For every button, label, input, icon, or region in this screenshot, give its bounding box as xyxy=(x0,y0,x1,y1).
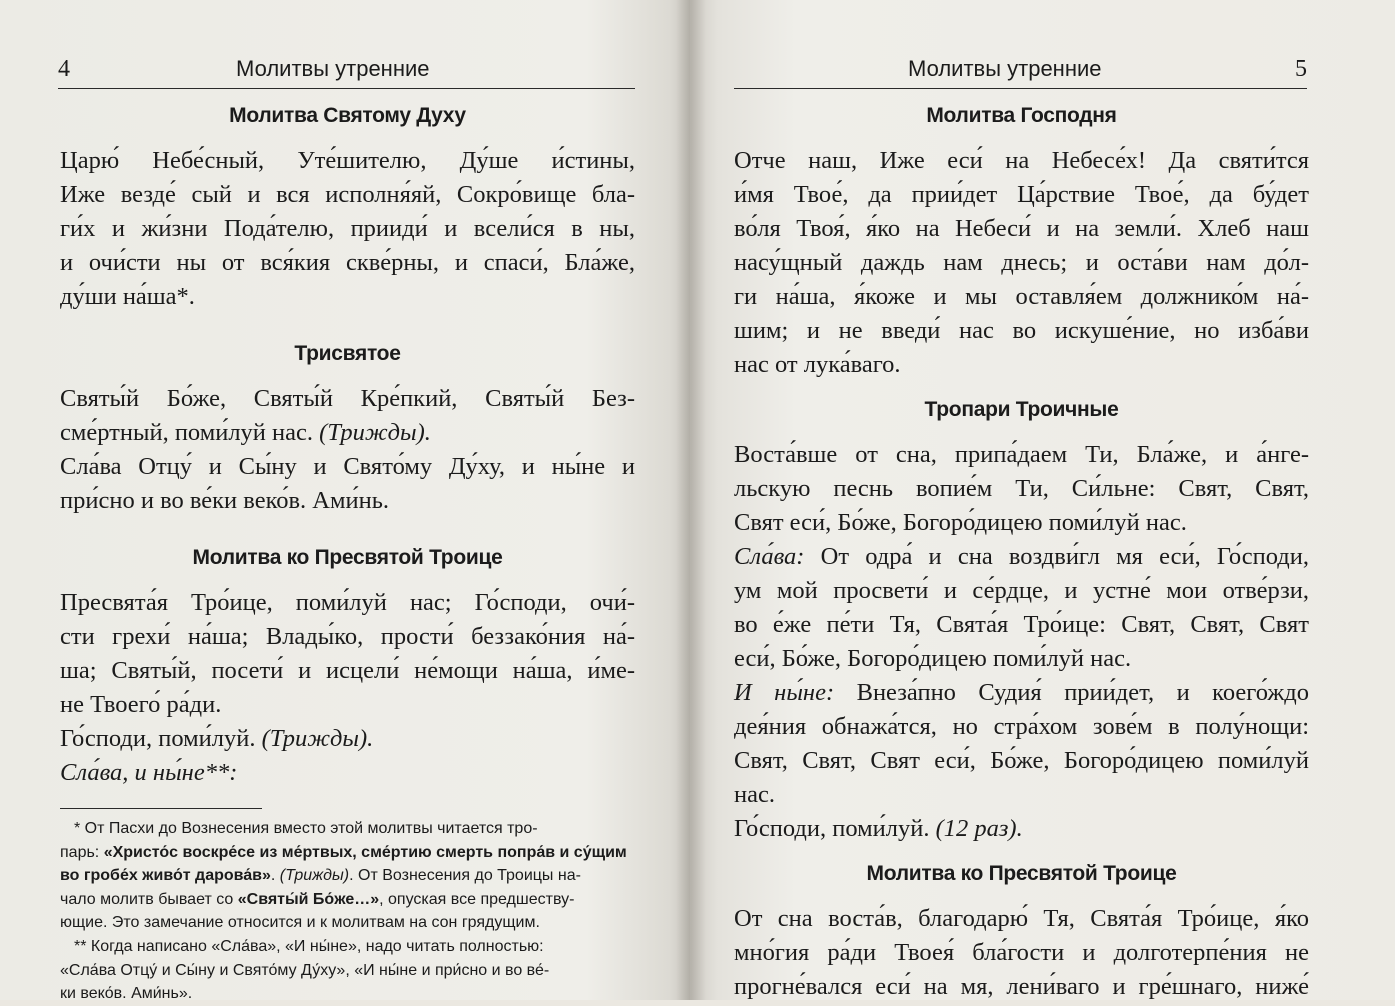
prayer-paragraph xyxy=(734,144,1309,382)
text-line: сти грехи́ на́ша; Влады́ко, прости́ беззако́ния на́- xyxy=(60,623,635,650)
footnote-line: чало молитв бывает со «Святы́й Бо́же…», опуская все предшеству- xyxy=(60,890,575,908)
prayer-paragraph xyxy=(60,586,635,722)
text-line: Царю́ Небе́сный, Уте́шителю, Ду́ше и́стины, xyxy=(60,147,635,174)
prayer-paragraph xyxy=(60,382,635,450)
right-page-header xyxy=(734,52,1307,89)
running-header: Молитвы утренние xyxy=(908,56,1102,81)
text-line: еси́, Бо́же, Богоро́дицею поми́луй нас. xyxy=(734,645,1132,672)
text-line: мно́гия ра́ди Твоея́ бла́гости и долготерпе́ния не xyxy=(734,939,1309,966)
text-line: ги́х и жи́зни Пода́телю, прииди́ и всели́ся в ны, xyxy=(60,215,635,242)
section-heading: Трисвятое xyxy=(294,342,401,365)
text-line: ша; Святы́й, посети́ и исцели́ не́мощи на́ша, и́ме- xyxy=(60,657,635,684)
text-line: Го́споди, поми́луй. (12 раз). xyxy=(734,815,1023,842)
footnote-line: парь: «Христо́с воскре́се из ме́ртвых, сме́ртию смерть попра́в и су́щим xyxy=(60,843,627,861)
text-line: и́мя Твое́, да прии́дет Ца́рствие Твое́, да бу́дет xyxy=(734,181,1309,208)
text-line: ги на́ша, я́коже и мы оставля́ем должнико́м на́- xyxy=(734,283,1309,310)
text-line: Воста́вше от сна, припа́даем Ти, Бла́же, и а́нге- xyxy=(734,441,1309,468)
text-line: сме́ртный, поми́луй нас. (Трижды). xyxy=(60,419,431,446)
prayer-paragraph xyxy=(734,540,1309,676)
prayer-paragraph xyxy=(60,722,635,790)
rubric: Сла́ва: xyxy=(734,543,805,570)
text-line: дея́ния обнажа́тся, но стра́хом зове́м в полу́нощи: xyxy=(734,713,1309,740)
rubric: (Трижды). xyxy=(261,725,374,752)
section-heading: Тропари Троичные xyxy=(924,398,1119,421)
text-line: Пресвята́я Тро́ице, поми́луй нас; Го́споди, очи́- xyxy=(60,589,635,616)
prayer-paragraph xyxy=(60,450,635,518)
section-heading: Молитва Святому Духу xyxy=(229,104,466,127)
prayer-paragraph xyxy=(734,676,1309,812)
right-page-content xyxy=(734,98,1309,1004)
page-number: 5 xyxy=(1295,56,1307,82)
text-line: шим; и не введи́ нас во искуше́ние, но изба́ви xyxy=(734,317,1309,344)
footnote-line: во гробе́х живо́т дарова́в». (Трижды). От Вознесения до Троицы на- xyxy=(60,867,581,885)
section-heading: Молитва Господня xyxy=(926,104,1117,127)
prayer-paragraph xyxy=(734,438,1309,540)
text-line: ум мой просвети́ и се́рдце, и устне́ мои отве́рзи, xyxy=(734,577,1309,604)
text-line: не Твоего́ ра́ди. xyxy=(60,691,222,718)
footnote-line: ющие. Это замечание относится и к молитвам на сон грядущим. xyxy=(60,914,540,932)
rubric: И ны́не: xyxy=(734,679,835,706)
footnote-line: * От Пасхи до Вознесения вместо этой молитвы читается тро- xyxy=(74,820,538,837)
text-line: во е́же пе́ти Тя, Свята́я Тро́ице: Свят, Свят, Свят xyxy=(734,611,1309,638)
rubric: (12 раз). xyxy=(935,815,1023,842)
footnote-divider xyxy=(60,808,262,809)
text-line: прогне́вался еси́ на мя, лени́ваго и гре́шнаго, ниже́ xyxy=(734,973,1309,1000)
prayer-paragraph xyxy=(734,812,1309,846)
text-line: насу́щный даждь нам днесь; и оста́ви нам до́л- xyxy=(734,249,1309,276)
page-number: 4 xyxy=(58,56,70,82)
text-line: Отче наш, Иже еси́ на Небесе́х! Да святи́тся xyxy=(734,147,1309,174)
prayer-paragraph xyxy=(734,902,1309,1004)
section-heading: Молитва ко Пресвятой Троице xyxy=(866,862,1177,885)
footnote-line: ** Когда написано «Сла́ва», «И ны́не», надо читать полностью: xyxy=(74,937,544,955)
text-line: От сна воста́в, благодарю́ Тя, Свята́я Тро́ице, я́ко xyxy=(734,905,1309,932)
book-gutter xyxy=(676,0,706,1000)
rubric: Сла́ва, и ны́не**: xyxy=(60,759,238,786)
footnotes xyxy=(60,817,630,1006)
text-line: Сла́ва: От одра́ и сна воздви́гл мя еси́, Го́споди, xyxy=(734,543,1309,570)
text-line: Иже везде́ сый и вся исполня́яй, Сокро́вище бла- xyxy=(60,181,635,208)
footnote-line: ки веко́в. Ами́нь». xyxy=(60,985,193,1003)
text-line: Го́споди, поми́луй. (Трижды). xyxy=(60,725,374,752)
text-line: Святы́й Бо́же, Святы́й Кре́пкий, Святы́й Без- xyxy=(60,385,635,412)
text-line: Свят, Свят, Свят еси́, Бо́же, Богоро́дицею поми́луй xyxy=(734,747,1309,774)
text-line: во́ля Твоя́, я́ко на Небеси́ и на земли́. Хлеб наш xyxy=(734,215,1309,242)
text-line: И ны́не: Внеза́пно Судия́ прии́дет, и коего́ждо xyxy=(734,679,1309,706)
left-page xyxy=(0,0,690,1003)
text-line: и очи́сти ны от вся́кия скве́рны, и спаси́, Бла́же, xyxy=(60,249,635,276)
section-heading: Молитва ко Пресвятой Троице xyxy=(192,546,503,569)
left-page-content xyxy=(60,98,635,1006)
rubric: (Трижды). xyxy=(319,419,431,446)
text-line: нас от лука́ваго. xyxy=(734,351,901,378)
prayer-paragraph xyxy=(60,144,635,314)
running-header: Молитвы утренние xyxy=(236,56,430,81)
text-line: ду́ши на́ша*. xyxy=(60,283,195,310)
footnote-line: «Сла́ва Отцу́ и Сы́ну и Свято́му Ду́ху», «И ны́не и при́сно и во ве́- xyxy=(60,961,550,979)
text-line: Свят еси́, Бо́же, Богоро́дицею поми́луй нас. xyxy=(734,509,1187,536)
text-line: льскую песнь вопие́м Ти, Си́льне: Свят, Свят, xyxy=(734,475,1309,502)
text-line: при́сно и во ве́ки веко́в. Ами́нь. xyxy=(60,487,390,514)
left-page-header xyxy=(58,52,635,89)
text-line: нас. xyxy=(734,781,775,808)
text-line: Сла́ва Отцу́ и Сы́ну и Свято́му Ду́ху, и ны́не и xyxy=(60,453,635,480)
right-page xyxy=(690,0,1395,1000)
